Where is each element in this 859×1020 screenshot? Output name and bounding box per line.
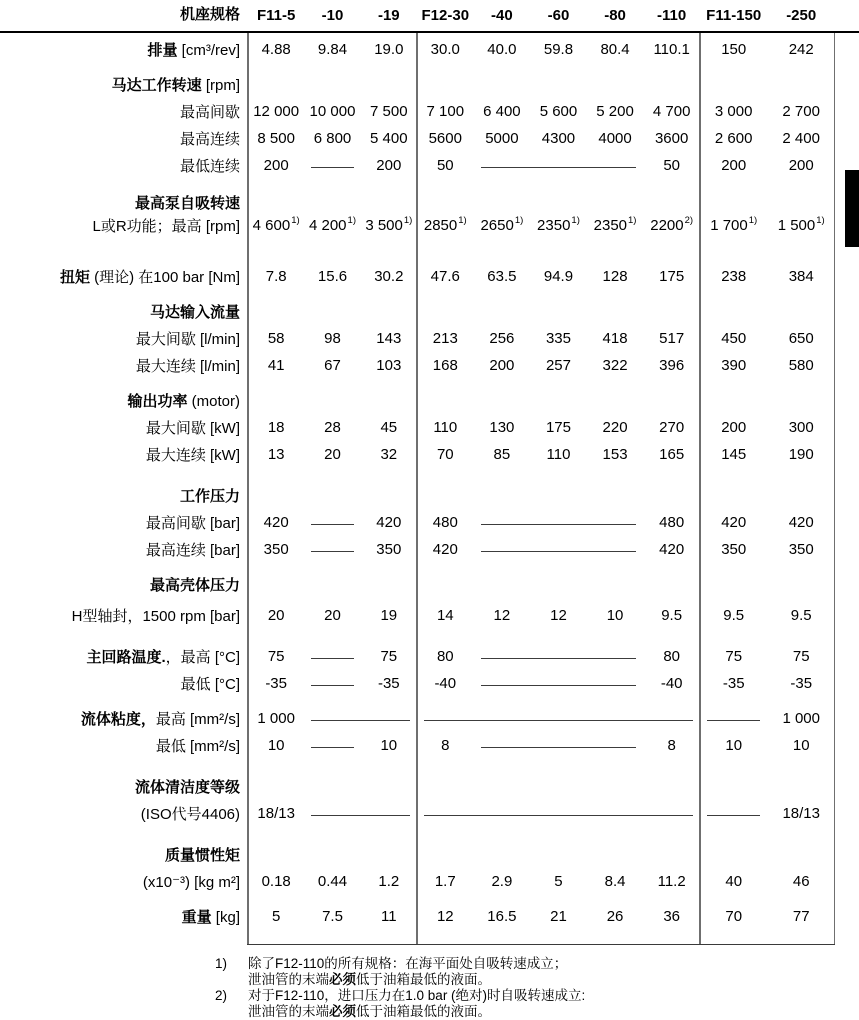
row-values <box>248 643 835 670</box>
row-label: 流体清洁度等级 <box>134 779 240 796</box>
same-value-span-line <box>304 536 360 563</box>
table-cell: 3 000 <box>714 103 753 120</box>
table-cell: 30.2 <box>374 268 404 285</box>
table-cell: 480 <box>659 514 685 531</box>
column-header: F11-5 <box>256 7 296 24</box>
table-cell: 20 <box>267 607 285 624</box>
table-cell: 8 <box>441 737 450 754</box>
table-cell: 242 <box>788 41 814 58</box>
row-values <box>248 732 835 759</box>
table-cell: 9.84 <box>317 41 348 58</box>
f11-f12-group-divider <box>416 33 418 945</box>
section-row <box>0 387 859 414</box>
section-row <box>0 71 859 98</box>
table-cell: 2350 $^{1)}$ <box>593 214 637 234</box>
column-header: F12-30 <box>421 7 470 24</box>
table-row <box>0 152 859 179</box>
table-cell: 9.5 <box>723 607 745 624</box>
same-value-span-line <box>304 509 360 536</box>
table-cell: 20 <box>324 446 341 463</box>
table-cell: 32 <box>380 446 398 463</box>
same-value-span-line <box>474 152 644 179</box>
table-cell: 650 <box>788 330 814 347</box>
table-cell: 3 500 $^{1)}$ <box>365 214 413 234</box>
table-row <box>0 263 859 290</box>
table-cell: 4 600 $^{1)}$ <box>252 214 300 234</box>
table-cell: 7.8 <box>265 268 287 285</box>
table-cell: 165 <box>659 446 685 463</box>
table-cell: 3600 <box>654 130 689 147</box>
table-cell: 18 <box>267 419 285 436</box>
table-cell: 396 <box>659 357 685 374</box>
row-label: 马达工作转速 [rpm] <box>111 77 240 94</box>
same-value-span-line <box>304 705 417 732</box>
table-cell: 5 <box>554 873 563 890</box>
table-cell: 19 <box>380 607 398 624</box>
table-cell: 80.4 <box>600 41 630 58</box>
footnote <box>215 956 859 988</box>
table-cell: 41 <box>267 357 285 374</box>
table-cell: 1 000 <box>257 710 295 727</box>
table-cell: 1.2 <box>378 873 400 890</box>
table-row <box>0 212 859 239</box>
table-cell: 420 <box>721 514 747 531</box>
table-cell: 110.1 <box>653 41 690 58</box>
table-cell: 200 <box>788 157 814 174</box>
table-cell: 2850 $^{1)}$ <box>423 214 467 234</box>
table-cell: 6 400 <box>483 103 521 120</box>
same-value-span-line <box>474 670 644 697</box>
table-cell: 418 <box>602 330 628 347</box>
row-values <box>248 98 835 125</box>
row-label: L或R功能；最高 [rpm] <box>92 218 240 235</box>
row-values <box>248 536 835 563</box>
table-cell: 2200 $^{2)}$ <box>650 214 694 234</box>
table-cell: 128 <box>602 268 628 285</box>
table-cell: 18/13 <box>257 805 295 822</box>
table-cell: 94.9 <box>543 268 574 285</box>
row-values <box>248 152 835 179</box>
table-cell: 50 <box>436 157 454 174</box>
table-cell: 5 400 <box>370 130 408 147</box>
column-header: -19 <box>377 7 400 24</box>
table-row <box>0 705 859 732</box>
table-cell: 2 700 <box>782 103 820 120</box>
section-row <box>0 298 859 325</box>
table-cell: 190 <box>788 446 814 463</box>
table-cell: 77 <box>792 908 810 925</box>
row-label: 最低连续 <box>179 158 240 175</box>
table-cell: 110 <box>546 446 571 463</box>
table-cell: 200 <box>721 157 747 174</box>
table-bottom-border <box>247 944 835 946</box>
row-label: 最高壳体压力 <box>149 577 240 594</box>
table-cell: 384 <box>788 268 814 285</box>
table-cell: 26 <box>606 908 624 925</box>
table-cell: 1 000 <box>782 710 820 727</box>
row-values <box>248 325 835 352</box>
table-cell: 2 600 <box>714 130 753 147</box>
table-cell: 350 <box>376 541 402 558</box>
table-cell: 322 <box>602 357 628 374</box>
table-cell: 80 <box>663 648 681 665</box>
table-cell: 4 700 <box>652 103 691 120</box>
table-row <box>0 414 859 441</box>
table-cell: 390 <box>721 357 747 374</box>
table-cell: 50 <box>663 157 681 174</box>
table-cell: -40 <box>660 675 683 692</box>
table-cell: 58 <box>267 330 285 347</box>
table-cell: 59.8 <box>543 41 574 58</box>
table-cell: 9.5 <box>661 607 683 624</box>
same-value-span-line <box>700 705 768 732</box>
table-cell: 450 <box>721 330 747 347</box>
table-cell: 5000 <box>485 130 519 147</box>
row-label: 流体粘度，最高 [mm²/s] <box>80 711 240 728</box>
table-row <box>0 536 859 563</box>
row-label: 最大连续 [l/min] <box>135 358 240 375</box>
row-values <box>248 263 835 290</box>
table-cell: 220 <box>602 419 628 436</box>
table-cell: 420 <box>788 514 814 531</box>
table-cell: 8 500 <box>257 130 295 147</box>
table-row <box>0 643 859 670</box>
same-value-span-line <box>304 732 360 759</box>
row-values <box>248 441 835 468</box>
same-value-span-line <box>304 643 360 670</box>
row-label: 扭矩 (理论) 在100 bar [Nm] <box>59 269 240 286</box>
row-values <box>248 509 835 536</box>
table-row <box>0 125 859 152</box>
row-values <box>248 868 835 895</box>
table-cell: 350 <box>721 541 747 558</box>
table-cell: 12 <box>436 908 454 925</box>
table-cell: 67 <box>324 357 341 374</box>
column-header: -10 <box>321 7 344 24</box>
table-row <box>0 903 859 930</box>
table-cell: 5 <box>271 908 281 925</box>
table-cell: 16.5 <box>487 908 517 925</box>
table-cell: 7 100 <box>426 103 465 120</box>
same-value-span-line <box>474 643 644 670</box>
table-cell: 350 <box>788 541 814 558</box>
table-cell: 20 <box>324 607 341 624</box>
table-cell: 75 <box>380 648 398 665</box>
table-cell: 580 <box>788 357 814 374</box>
column-header: F11-150 <box>706 7 762 24</box>
section-row <box>0 482 859 509</box>
same-value-span-line <box>700 800 768 827</box>
table-cell: 2 400 <box>782 130 820 147</box>
table-cell: 75 <box>267 648 285 665</box>
table-cell: 5600 <box>428 130 462 147</box>
table-cell: 45 <box>380 419 398 436</box>
table-row <box>0 509 859 536</box>
table-cell: 0.44 <box>317 873 348 890</box>
table-cell: 75 <box>792 648 810 665</box>
table-cell: 200 <box>263 157 289 174</box>
table-cell: 18/13 <box>782 805 820 822</box>
footnote-line: 对于F12-110，进口压力在1.0 bar (绝对)时自吸转速成立: <box>248 988 586 1003</box>
table-cell: 70 <box>725 908 743 925</box>
table-cell: 85 <box>493 446 511 463</box>
table-cell: 80 <box>436 648 454 665</box>
table-cell: 4000 <box>598 130 632 147</box>
table-cell: -35 <box>377 675 400 692</box>
table-cell: 40 <box>725 873 743 890</box>
table-cell: 30.0 <box>430 41 460 58</box>
table-row <box>0 670 859 697</box>
section-row <box>0 193 859 212</box>
column-header: -80 <box>604 7 626 24</box>
row-label: 最高间歇 [bar] <box>145 515 240 532</box>
column-header: -250 <box>786 7 817 24</box>
row-label: 最大间歇 [kW] <box>145 420 240 437</box>
footnote <box>215 988 859 1020</box>
table-cell: 9.5 <box>790 607 812 624</box>
table-cell: 15.6 <box>317 268 348 285</box>
table-cell: 46 <box>792 873 810 890</box>
row-label: 最大连续 [kW] <box>145 447 240 464</box>
table-cell: 420 <box>376 514 402 531</box>
f12-f11large-group-divider <box>699 33 701 945</box>
row-label: (x10⁻³) [kg m²] <box>142 873 240 891</box>
table-cell: 480 <box>432 514 458 531</box>
footnote-text <box>248 956 567 988</box>
table-cell: 1.7 <box>434 873 456 890</box>
row-label: 最高泵自吸转速 <box>134 195 240 212</box>
row-label: 输出功率 (motor) <box>127 393 240 410</box>
table-cell: 517 <box>659 330 685 347</box>
row-values <box>248 352 835 379</box>
row-label: 质量惯性矩 <box>164 847 240 864</box>
row-label: 马达输入流量 <box>149 304 240 321</box>
footnote-line: 泄油管的末端必须低于油箱最低的液面。 <box>248 1004 491 1019</box>
row-values <box>248 125 835 152</box>
table-cell: 2.9 <box>491 873 513 890</box>
table-cell: 70 <box>436 446 454 463</box>
table-cell: 130 <box>489 419 515 436</box>
column-header: -40 <box>491 7 513 24</box>
frame-size-header-label: 机座规格 <box>179 6 240 23</box>
table-cell: 200 <box>721 419 747 436</box>
table-cell: 150 <box>721 41 747 58</box>
row-label: 重量 [kg] <box>181 909 240 926</box>
label-column-divider <box>247 33 249 945</box>
table-cell: 4 200 $^{1)}$ <box>308 214 356 234</box>
column-header: -60 <box>547 7 570 24</box>
same-value-span-line <box>417 800 700 827</box>
table-cell: 98 <box>324 330 341 347</box>
table-cell: 420 <box>659 541 685 558</box>
section-row <box>0 841 859 868</box>
row-label: (ISO代号4406) <box>140 806 240 823</box>
table-cell: 10 <box>267 737 285 754</box>
table-cell: 10 <box>725 737 743 754</box>
table-cell: 12 000 <box>253 103 300 120</box>
table-row <box>0 868 859 895</box>
table-row <box>0 732 859 759</box>
table-cell: 300 <box>788 419 814 436</box>
table-cell: 4.88 <box>261 41 291 58</box>
table-cell: 103 <box>376 357 402 374</box>
table-cell: -35 <box>790 675 813 692</box>
table-cell: 5 200 <box>596 103 634 120</box>
same-value-span-line <box>304 800 417 827</box>
table-cell: 350 <box>263 541 289 558</box>
spec-table-body <box>0 33 859 945</box>
table-cell: 10 <box>606 607 624 624</box>
table-cell: 75 <box>725 648 743 665</box>
table-row <box>0 441 859 468</box>
table-cell: 21 <box>550 908 567 925</box>
table-cell: 420 <box>263 514 289 531</box>
same-value-span-line <box>474 536 644 563</box>
table-cell: 0.18 <box>261 873 291 890</box>
row-values <box>248 903 835 930</box>
row-values <box>248 36 835 63</box>
table-cell: 200 <box>489 357 515 374</box>
table-cell: 40.0 <box>487 41 517 58</box>
same-value-span-line <box>417 705 700 732</box>
table-cell: 110 <box>433 419 458 436</box>
footnote-line: 除了F12-110的所有规格：在海平面处自吸转速成立； <box>248 956 568 971</box>
table-cell: -40 <box>434 675 457 692</box>
table-cell: 10 <box>380 737 398 754</box>
table-cell: 256 <box>489 330 515 347</box>
table-cell: 5 600 <box>539 103 578 120</box>
table-cell: 143 <box>376 330 402 347</box>
table-row <box>0 352 859 379</box>
row-label: 工作压力 <box>179 488 240 505</box>
table-cell: -35 <box>722 675 745 692</box>
table-cell: 168 <box>432 357 458 374</box>
table-cell: 175 <box>545 419 571 436</box>
footnote-line: 泄油管的末端必须低于油箱最低的液面。 <box>248 972 491 987</box>
footnotes <box>215 956 859 1020</box>
table-cell: 36 <box>663 908 680 925</box>
table-cell: 1 700 $^{1)}$ <box>710 214 758 234</box>
table-cell: 2650 $^{1)}$ <box>480 214 524 234</box>
table-cell: 11 <box>381 908 397 925</box>
table-cell: 335 <box>545 330 571 347</box>
table-cell: 4300 <box>541 130 576 147</box>
row-label: 最低 [mm²/s] <box>155 738 240 755</box>
table-cell: 257 <box>545 357 571 374</box>
section-row <box>0 571 859 598</box>
footnote-number: 2) <box>215 988 228 1003</box>
table-row <box>0 602 859 629</box>
row-values <box>248 670 835 697</box>
table-row <box>0 325 859 352</box>
row-label: 排量 [cm³/rev] <box>147 42 240 59</box>
footnote-text <box>248 988 585 1020</box>
same-value-span-line <box>474 732 644 759</box>
column-header: -110 <box>657 7 687 24</box>
table-cell: 7.5 <box>322 908 343 925</box>
row-label: 最低 [°C] <box>180 676 240 693</box>
section-row <box>0 773 859 800</box>
row-label: 最高连续 <box>179 131 240 148</box>
table-cell: 213 <box>432 330 458 347</box>
row-values <box>248 212 835 239</box>
table-cell: 2350 $^{1)}$ <box>537 214 580 234</box>
table-cell: 200 <box>376 157 402 174</box>
column-headers <box>248 7 835 31</box>
table-cell: -35 <box>265 675 287 692</box>
table-cell: 175 <box>659 268 685 285</box>
row-label: H型轴封，1500 rpm [bar] <box>71 608 240 625</box>
table-row <box>0 800 859 827</box>
same-value-span-line <box>304 152 360 179</box>
footnote-number: 1) <box>215 956 228 971</box>
table-cell: 47.6 <box>430 268 460 285</box>
row-label: 最高间歇 <box>179 104 240 121</box>
row-values <box>248 602 835 629</box>
row-values <box>248 414 835 441</box>
table-cell: 420 <box>432 541 458 558</box>
table-cell: 6 800 <box>313 130 352 147</box>
page-edge-index-tab <box>845 170 859 247</box>
table-cell: 238 <box>721 268 747 285</box>
row-label: 最大间歇 [l/min] <box>135 331 240 348</box>
table-header-row <box>0 0 859 33</box>
row-values <box>248 800 835 827</box>
table-cell: 270 <box>659 419 685 436</box>
table-row <box>0 36 859 63</box>
table-cell: 12 <box>550 607 567 624</box>
table-cell: 8.4 <box>604 873 626 890</box>
same-value-span-line <box>304 670 360 697</box>
table-cell: 1 500 $^{1)}$ <box>777 214 825 234</box>
table-cell: 13 <box>267 446 285 463</box>
same-value-span-line <box>474 509 644 536</box>
table-cell: 63.5 <box>487 268 517 285</box>
table-cell: 145 <box>721 446 747 463</box>
table-right-border <box>834 33 836 945</box>
table-cell: 19.0 <box>374 41 404 58</box>
table-cell: 14 <box>436 607 454 624</box>
row-values <box>248 705 835 732</box>
table-cell: 7 500 <box>370 103 408 120</box>
table-row <box>0 98 859 125</box>
row-label: 最高连续 [bar] <box>145 542 240 559</box>
table-cell: 28 <box>324 419 341 436</box>
table-cell: 10 000 <box>309 103 356 120</box>
table-cell: 11.2 <box>657 873 686 890</box>
row-label: 主回路温度.，最高 [°C] <box>86 649 240 666</box>
table-cell: 10 <box>792 737 810 754</box>
table-cell: 153 <box>602 446 628 463</box>
table-cell: 12 <box>493 607 511 624</box>
table-cell: 8 <box>667 737 676 754</box>
